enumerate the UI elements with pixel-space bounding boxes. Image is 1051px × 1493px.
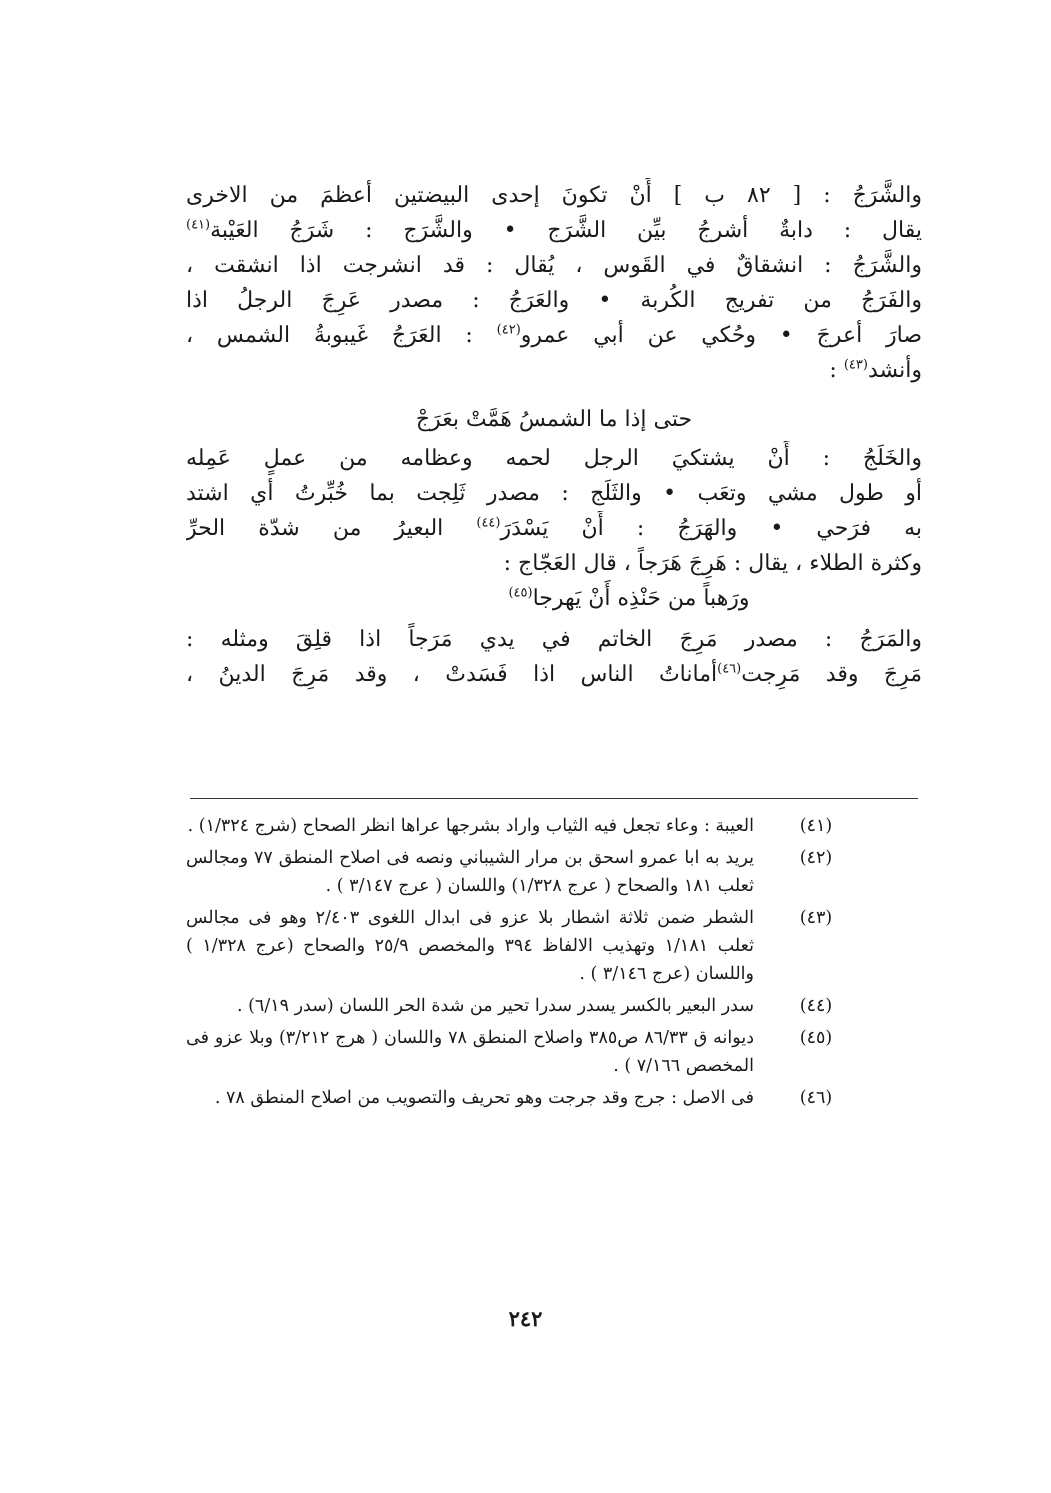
footnote-text: الشطر ضمن ثلاثة اشطار بلا عزو فى ابدال اللغوى ٢/٤٠٣ وهو فى مجالس ثعلب ١/١٨١ وتهذيب الالفاظ ٣٩٤ والمخصص ٢٥/٩ والصحاح (عرج ١/٣٢٨ ) واللسان (عرج ٣/١٤٦ ) . — [186, 908, 754, 984]
verse-line-1: حتى إذا ما الشمسُ هَمَّتْ بعَرَجْ — [415, 407, 693, 432]
footnote-number: (٤٥) — [799, 1028, 833, 1048]
page-number: ٢٤٢ — [508, 1306, 543, 1331]
text-line-6: وأنشد$^{(٤٣)}$ : — [829, 357, 922, 383]
footnote-text: ديوانه ق ٨٦/٣٣ ص٣٨٥ واصلاح المنطق ٧٨ واللسان ( هرج ٣/٢١٢) وبلا عزو فى المخصص ٧/١٦٦ ) . — [186, 1028, 754, 1076]
footnote-number: (٤٢) — [799, 848, 833, 868]
footnote-44 — [186, 992, 846, 1020]
text-line-3: والشَّرَجُ : انشقاقٌ في القَوس ، يُقال : قد انشرجت اذا انشقت ، — [186, 253, 922, 278]
footnote-ref-42: (٤٢) — [496, 322, 521, 338]
footnote-number: (٤٣) — [799, 908, 833, 928]
footnote-ref-41: (٤١) — [186, 217, 211, 233]
text-line-5: صارَ أعرجَ • وحُكي عن أبي عمرو$^{(٤٢)}$ : العَرَجُ غَيبوبةُ الشمس ، — [186, 322, 922, 348]
text-line-9: به فرَحي • والهَرَجُ : أَنْ يَسْدَرَ$^{(٤٤)}$ البعيرُ من شدّة الحرِّ — [186, 515, 922, 541]
footnote-number: (٤٤) — [799, 996, 833, 1016]
verse-line-2: ورَهباً من حَنْذِه أَنْ يَهرجا$^{(٤٥)}$ — [508, 585, 750, 611]
text-line-8: أو طول مشي وتعَب • والثَلَج : مصدر ثَلِجت بما خُبِّرتُ أي اشتد — [186, 481, 922, 506]
text-line-12: مَرِجَ وقد مَرِجت$^{(٤٦)}$أماناتُ الناس اذا فَسَدتْ ، وقد مَرِجَ الدينُ ، — [186, 661, 922, 687]
footnote-ref-45: (٤٥) — [508, 585, 533, 601]
footnote-number: (٤١) — [799, 816, 833, 836]
footnotes — [186, 812, 846, 1116]
text-line-7: والخَلَجُ : أَنْ يشتكيَ الرجل لحمه وعظامه من عملٍ عَمِله — [186, 446, 922, 471]
footnote-text: سدر البعير بالكسر يسدر سدرا تحير من شدة الحر اللسان (سدر ٦/١٩) . — [236, 996, 754, 1016]
footnote-45 — [186, 1024, 846, 1080]
text-line-2: يقال : دابةٌ أشرجُ بيِّن الشَّرَج • والشَّرَج : شَرَجُ العَيْبة$^{(٤١)}$ — [186, 217, 922, 243]
footnote-ref-46: (٤٦) — [717, 661, 742, 677]
text-line-10: وكثرة الطلاء ، يقال : هَرِجَ هَرَجاً ، قال العَجّاج : — [503, 551, 922, 576]
footnote-divider — [190, 798, 918, 799]
text-line-1: والشَّرَجُ : [ ٨٢ ب ] أَنْ تكونَ إحدى البيضتين أعظمَ من الاخرى — [186, 183, 922, 208]
text-line-11: والمَرَجُ : مصدر مَرِجَ الخاتم في يدي مَرَجاً اذا قلِقَ ومثله : — [186, 627, 922, 652]
footnote-number: (٤٦) — [799, 1088, 833, 1108]
main-text — [186, 178, 922, 692]
footnote-text: العيبة : وعاء تجعل فيه الثياب واراد بشرجها عراها انظر الصحاح (شرج ١/٣٢٤) . — [187, 816, 754, 836]
text-line-4: والفَرَجُ من تفريج الكُربة • والعَرَجُ : مصدر عَرِجَ الرجلُ اذا — [186, 288, 922, 313]
footnote-ref-43: (٤٣) — [843, 357, 868, 373]
footnote-text: فى الاصل : جرج وقد جرجت وهو تحريف والتصويب من اصلاح المنطق ٧٨ . — [214, 1088, 754, 1108]
footnote-43 — [186, 904, 846, 988]
footnote-41 — [186, 812, 846, 840]
footnote-42 — [186, 844, 846, 900]
footnote-text: يريد به ابا عمرو اسحق بن مرار الشيباني ونصه فى اصلاح المنطق ٧٧ ومجالس ثعلب ١٨١ والصحاح ( عرج ١/٣٢٨) واللسان ( عرج ٣/١٤٧ ) . — [186, 848, 754, 896]
footnote-ref-44: (٤٤) — [476, 515, 501, 531]
footnote-46 — [186, 1084, 846, 1112]
